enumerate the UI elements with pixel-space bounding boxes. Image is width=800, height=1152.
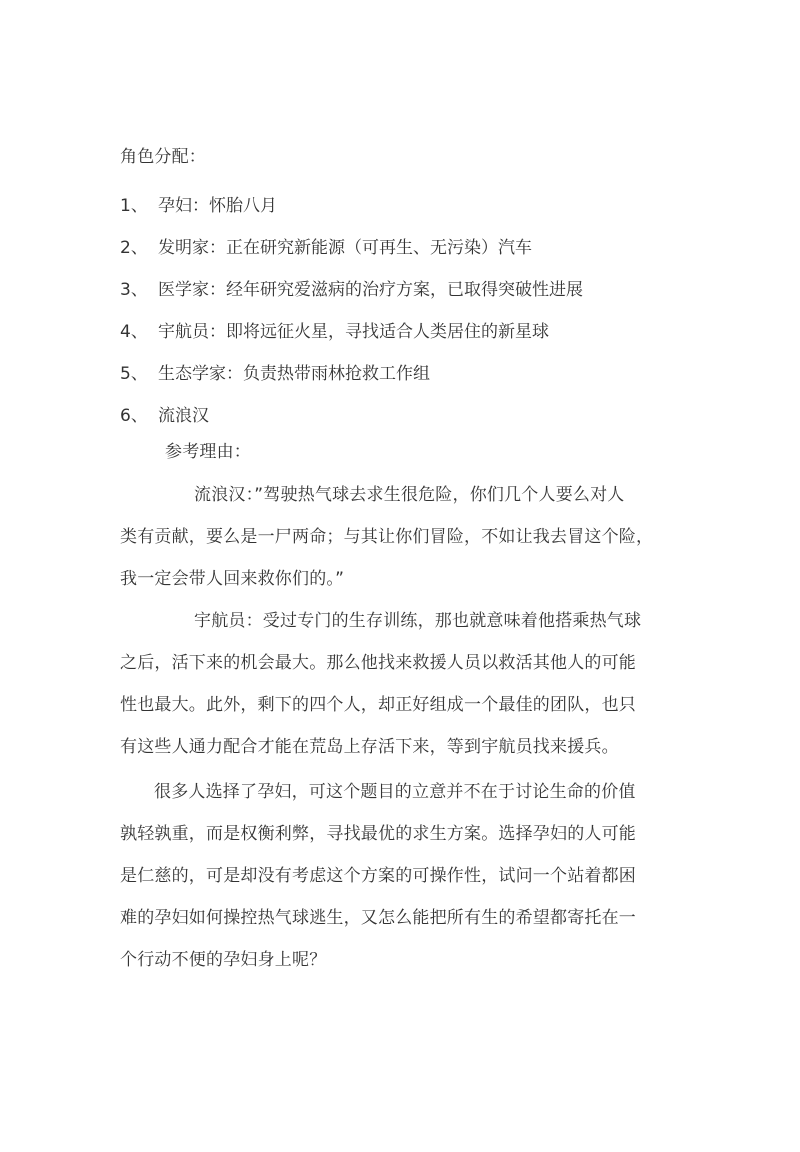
role-text: 宇航员：即将远征火星，寻找适合人类居住的新星球 bbox=[158, 322, 549, 342]
role-number: 1、 bbox=[120, 196, 148, 216]
paragraph-line: 宇航员：受过专门的生存训练，那也就意味着他搭乘热气球 bbox=[194, 611, 642, 631]
paragraph-line: 很多人选择了孕妇，可这个题目的立意并不在于讨论生命的价值 bbox=[154, 782, 636, 802]
role-text: 孕妇：怀胎八月 bbox=[158, 196, 277, 216]
paragraph-line: 类有贡献，要么是一尸两命；与其让你们冒险，不如让我去冒这个险， bbox=[120, 527, 654, 547]
paragraph-line: 我一定会带人回来救你们的。” bbox=[120, 569, 345, 589]
role-number: 4、 bbox=[120, 322, 148, 342]
paragraph-line: 是仁慈的，可是却没有考虑这个方案的可操作性，试问一个站着都困 bbox=[120, 866, 636, 886]
paragraph-line: 孰轻孰重，而是权衡利弊，寻找最优的求生方案。选择孕妇的人可能 bbox=[120, 824, 636, 844]
role-number: 2、 bbox=[120, 238, 148, 258]
role-text: 流浪汉 bbox=[158, 406, 209, 426]
paragraph-line: 难的孕妇如何操控热气球逃生，又怎么能把所有生的希望都寄托在一 bbox=[120, 908, 636, 928]
paragraph-line: 个行动不便的孕妇身上呢？ bbox=[120, 950, 327, 970]
reasons-heading: 参考理由： bbox=[165, 442, 251, 462]
role-text: 发明家：正在研究新能源（可再生、无污染）汽车 bbox=[158, 238, 532, 258]
paragraph-line: 之后，活下来的机会最大。那么他找来救援人员以救活其他人的可能 bbox=[120, 653, 636, 673]
paragraph-line: 性也最大。此外，剩下的四个人，却正好组成一个最佳的团队，也只 bbox=[120, 695, 636, 715]
role-number: 3、 bbox=[120, 280, 148, 300]
role-number: 5、 bbox=[120, 364, 148, 384]
role-number: 6、 bbox=[120, 406, 148, 426]
role-text: 医学家：经年研究爱滋病的治疗方案，已取得突破性进展 bbox=[158, 280, 583, 300]
role-text: 生态学家：负责热带雨林抢救工作组 bbox=[158, 364, 430, 384]
role-assignment-heading: 角色分配： bbox=[120, 147, 206, 167]
paragraph-line: 有这些人通力配合才能在荒岛上存活下来，等到宇航员找来援兵。 bbox=[120, 737, 619, 757]
paragraph-line: 流浪汉：”驾驶热气球去求生很危险，你们几个人要么对人 bbox=[194, 485, 625, 505]
